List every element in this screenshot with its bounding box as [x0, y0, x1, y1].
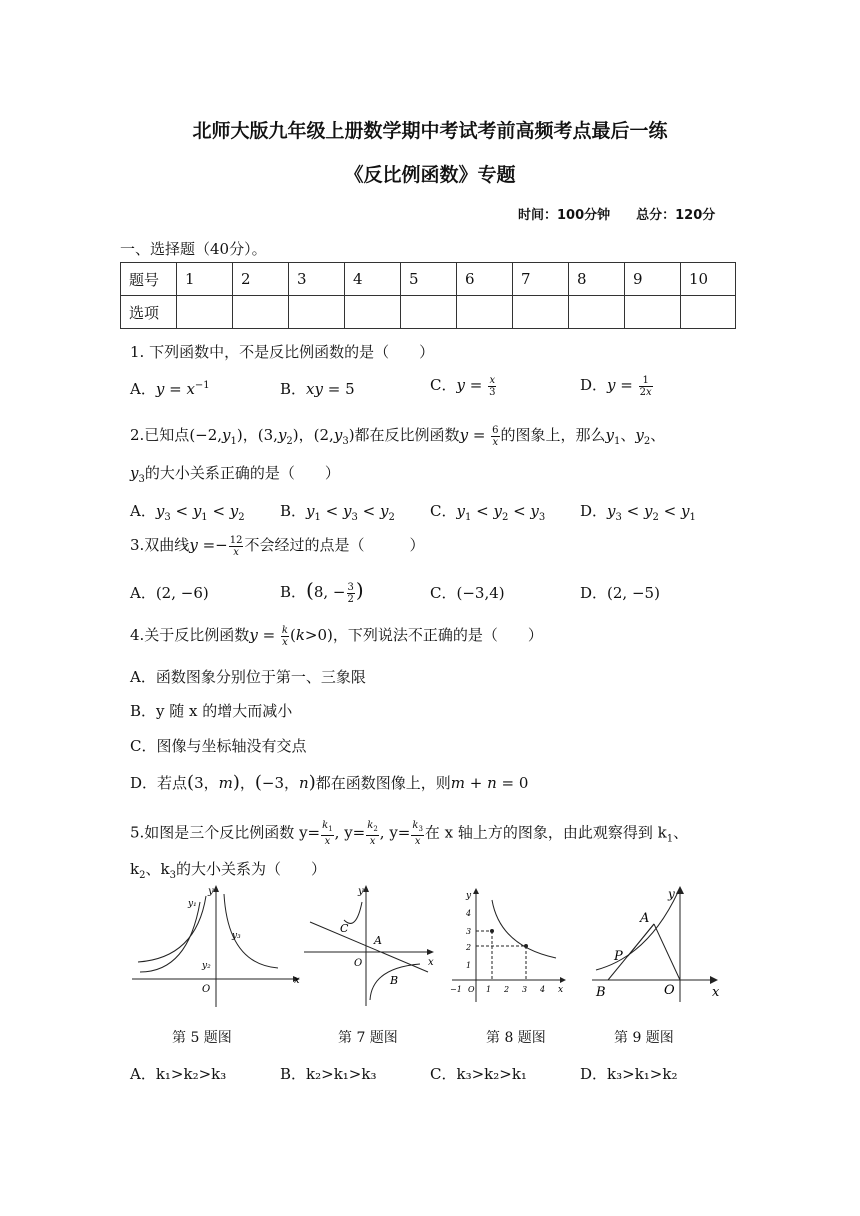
svg-text:B: B — [596, 985, 606, 1000]
figure-8-caption: 第 8 题图 — [486, 1030, 546, 1046]
answer-cell[interactable] — [513, 296, 569, 329]
svg-text:x: x — [294, 975, 300, 986]
answer-table — [120, 262, 736, 329]
svg-text:y₂: y₂ — [202, 961, 211, 971]
q1-option-a: A．$y = x^{-1}$ — [130, 380, 210, 398]
svg-text:4: 4 — [540, 985, 546, 994]
q5-option-b: B．k₂>k₁>k₃ — [280, 1065, 377, 1083]
q3-option-d: D．(2, −5) — [580, 584, 660, 602]
q4-option-b: B．y 随 x 的增大而减小 — [130, 702, 293, 720]
svg-text:2: 2 — [504, 985, 510, 994]
answer-cell[interactable] — [289, 296, 345, 329]
page-title: 北师大版九年级上册数学期中考试考前高频考点最后一练 — [192, 120, 668, 142]
svg-text:y: y — [208, 886, 214, 897]
svg-text:3: 3 — [466, 927, 472, 936]
table-cell: 3 — [289, 263, 345, 296]
table-row — [121, 263, 736, 296]
figure-8 — [448, 882, 574, 1016]
table-cell: 1 — [177, 263, 233, 296]
question-5-stem-line2: $k_2$、$k_3$的大小关系为（ ） — [130, 860, 326, 881]
question-3-stem: 3.双曲线y =− $\frac{12}{x}$ 不会经过的点是（ ） — [130, 534, 425, 558]
answer-cell[interactable] — [457, 296, 513, 329]
answer-cell[interactable] — [569, 296, 625, 329]
question-1-stem: 1. 下列函数中，不是反比例函数的是（ ） — [130, 343, 435, 361]
table-cell: 9 — [625, 263, 681, 296]
svg-text:C: C — [340, 922, 349, 935]
table-cell: 8 — [569, 263, 625, 296]
table-cell: 6 — [457, 263, 513, 296]
q2-option-c: C．$y_1 < y_2 < y_3$ — [430, 502, 546, 523]
svg-text:B: B — [390, 974, 399, 987]
svg-text:1: 1 — [466, 961, 472, 970]
answer-cell[interactable] — [233, 296, 289, 329]
figure-7-caption: 第 7 题图 — [338, 1030, 398, 1046]
figure-9-caption: 第 9 题图 — [614, 1030, 674, 1046]
svg-text:A: A — [374, 934, 382, 947]
page-subtitle: 《反比例函数》专题 — [344, 164, 516, 186]
svg-text:2: 2 — [466, 943, 472, 952]
q1-option-d: D．y = $\frac{1}{2x}$ — [580, 374, 652, 398]
svg-text:y₃: y₃ — [232, 931, 241, 941]
section-heading: 一、选择题（40分）。 — [120, 240, 267, 258]
answer-cell[interactable] — [625, 296, 681, 329]
q4-option-a: A．函数图象分别位于第一、三象限 — [130, 668, 366, 686]
svg-text:O: O — [202, 984, 211, 995]
q1-option-c: C．y = $\frac{x}{3}$ — [430, 374, 496, 398]
q2-option-d: D．$y_3 < y_2 < y_1$ — [580, 502, 696, 523]
svg-text:y: y — [668, 887, 675, 901]
table-row — [121, 296, 736, 329]
table-cell: 4 — [345, 263, 401, 296]
svg-text:O: O — [664, 983, 675, 998]
answer-cell[interactable] — [401, 296, 457, 329]
table-cell: 2 — [233, 263, 289, 296]
svg-text:y: y — [358, 886, 364, 897]
svg-text:O: O — [468, 985, 475, 994]
q2-option-a: A．$y_3 < y_1 < y_2$ — [130, 502, 245, 523]
svg-text:3: 3 — [522, 985, 528, 994]
answer-cell[interactable] — [681, 296, 736, 329]
q4-option-d: D．若点(3，m)，(−3，n)都在函数图像上，则m + n = 0 — [130, 772, 529, 793]
table-cell: 5 — [401, 263, 457, 296]
figure-7 — [300, 882, 442, 1014]
q5-option-a: A．k₁>k₂>k₃ — [130, 1065, 227, 1083]
svg-text:−1: −1 — [450, 985, 462, 994]
svg-text:4: 4 — [466, 909, 472, 918]
svg-text:y₁: y₁ — [188, 899, 197, 909]
svg-text:x: x — [558, 985, 564, 995]
q5-option-d: D．k₃>k₁>k₂ — [580, 1065, 678, 1083]
svg-text:x: x — [712, 985, 720, 1000]
q3-option-c: C．(−3,4) — [430, 584, 505, 602]
q3-option-b: B．(8, − $\frac{3}{2}$ ) — [280, 578, 364, 605]
figure-5 — [128, 882, 306, 1014]
answer-cell[interactable] — [177, 296, 233, 329]
time-info: 时间：100分钟 总分：120分 — [518, 208, 716, 223]
question-4-stem: 4.关于反比例函数y = $\frac{k}{x}$ (k>0)，下列说法不正确的是（ ） — [130, 624, 543, 648]
svg-text:y: y — [466, 891, 472, 901]
table-header-cell: 选项 — [121, 296, 177, 329]
q5-option-c: C．k₃>k₂>k₁ — [430, 1065, 527, 1083]
question-2-stem: 2.已知点$(-2,y_1)$，$(3,y_2)$，$(2,y_3)$都在反比例函数y = $\frac{6}{x}$ 的图象上，那么$y_1$、$y_2$、 — [130, 424, 666, 448]
q2-option-b: B．$y_1 < y_3 < y_2$ — [280, 502, 395, 523]
svg-text:P: P — [614, 949, 623, 964]
table-cell: 10 — [681, 263, 736, 296]
table-cell: 7 — [513, 263, 569, 296]
svg-text:O: O — [354, 958, 363, 969]
figure-5-caption: 第 5 题图 — [172, 1030, 232, 1046]
svg-text:x: x — [428, 957, 434, 968]
question-5-stem: 5.如图是三个反比例函数 y= $\frac{k_1}{x}$ , y= $\frac{k_2}{x}$ , y= $\frac{k_3}{x}$ 在 x 轴上方的图象，由此观察得到 $k_1$、 — [130, 820, 689, 847]
question-2-stem-line2: $y_3$的大小关系正确的是（ ） — [130, 464, 340, 485]
figure-9 — [588, 882, 728, 1014]
q3-option-a: A．(2, −6) — [130, 584, 209, 602]
svg-text:1: 1 — [486, 985, 492, 994]
table-header-cell: 题号 — [121, 263, 177, 296]
svg-text:A: A — [640, 911, 650, 926]
q1-option-b: B．xy = 5 — [280, 380, 355, 398]
answer-cell[interactable] — [345, 296, 401, 329]
q4-option-c: C．图像与坐标轴没有交点 — [130, 737, 307, 755]
